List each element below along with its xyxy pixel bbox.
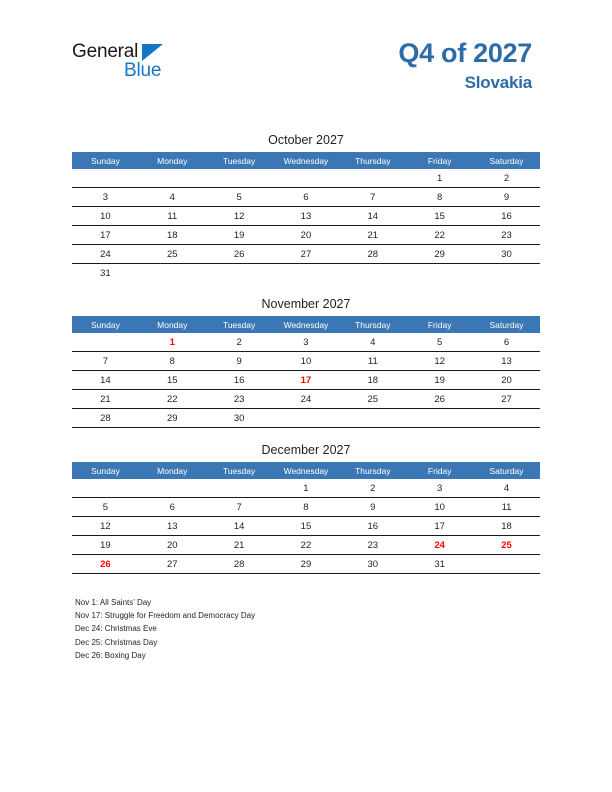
weekday-header-wednesday: Wednesday: [273, 462, 340, 479]
day-cell[interactable]: 31: [100, 267, 111, 279]
month-block: [72, 443, 540, 574]
weekday-header-monday: Monday: [139, 316, 206, 333]
day-cell[interactable]: 24: [273, 390, 340, 409]
day-cell[interactable]: 30: [339, 555, 406, 574]
day-cell[interactable]: 3: [273, 333, 340, 352]
weekday-header-tuesday: Tuesday: [206, 316, 273, 333]
day-cell[interactable]: 9: [473, 188, 540, 207]
day-cell-empty: [139, 479, 206, 498]
day-cell[interactable]: 2: [339, 479, 406, 498]
weekday-header-friday: Friday: [406, 152, 473, 169]
day-cell[interactable]: 13: [139, 517, 206, 536]
day-cell[interactable]: 18: [139, 226, 206, 245]
week-row: [72, 245, 540, 264]
week-row: [72, 371, 540, 390]
day-cell[interactable]: 27: [139, 555, 206, 574]
day-cell-holiday[interactable]: 25: [473, 536, 540, 555]
day-cell[interactable]: 29: [273, 555, 340, 574]
week-row: [72, 226, 540, 245]
weekday-header-thursday: Thursday: [339, 462, 406, 479]
day-cell[interactable]: 27: [273, 245, 340, 264]
weekday-header-tuesday: Tuesday: [206, 462, 273, 479]
day-cell[interactable]: 20: [139, 536, 206, 555]
day-cell[interactable]: 19: [206, 226, 273, 245]
month-table: [72, 462, 540, 574]
day-cell-holiday[interactable]: 24: [406, 536, 473, 555]
day-cell-empty: [473, 409, 540, 428]
day-cell[interactable]: 18: [339, 371, 406, 390]
day-cell[interactable]: 6: [139, 498, 206, 517]
weekday-header-saturday: Saturday: [473, 152, 540, 169]
day-cell[interactable]: 11: [139, 207, 206, 226]
holiday-legend: [75, 596, 475, 662]
month-table: [72, 316, 540, 428]
day-cell[interactable]: 19: [72, 536, 139, 555]
day-cell-empty: [72, 479, 139, 498]
day-cell[interactable]: 7: [206, 498, 273, 517]
day-cell[interactable]: 16: [473, 207, 540, 226]
day-cell[interactable]: 23: [206, 390, 273, 409]
day-cell[interactable]: 5: [72, 498, 139, 517]
day-cell[interactable]: 12: [206, 207, 273, 226]
day-cell[interactable]: 9: [339, 498, 406, 517]
day-cell[interactable]: 4: [339, 333, 406, 352]
day-cell[interactable]: 8: [406, 188, 473, 207]
day-cell[interactable]: 4: [139, 188, 206, 207]
day-cell-holiday[interactable]: 26: [72, 555, 139, 574]
weekday-header-monday: Monday: [139, 462, 206, 479]
weekday-header-wednesday: Wednesday: [273, 152, 340, 169]
month-title: December 2027: [261, 443, 351, 457]
week-row: [72, 207, 540, 226]
day-cell[interactable]: 7: [72, 352, 139, 371]
triangle-icon: [142, 44, 163, 61]
legend-item: Nov 17: Struggle for Freedom and Democracy Day: [75, 611, 256, 621]
day-cell[interactable]: 9: [206, 352, 273, 371]
day-cell-empty: [206, 264, 273, 283]
day-cell-empty: [406, 409, 473, 428]
week-row: [72, 409, 540, 428]
day-cell[interactable]: 30: [206, 409, 273, 428]
day-cell[interactable]: 1: [273, 479, 340, 498]
month-block: [72, 297, 540, 428]
day-cell[interactable]: 22: [273, 536, 340, 555]
day-cell-empty: [206, 169, 273, 188]
weekday-header-thursday: Thursday: [339, 316, 406, 333]
weekday-header-sunday: Sunday: [72, 462, 139, 479]
day-cell[interactable]: 19: [406, 371, 473, 390]
day-cell-empty: [339, 409, 406, 428]
logo-text-blue: Blue: [124, 60, 162, 81]
week-row: [72, 264, 540, 283]
day-cell[interactable]: 15: [139, 371, 206, 390]
week-row: [72, 333, 540, 352]
weekday-header-row: [72, 316, 540, 333]
generalblue-logo[interactable]: [72, 42, 202, 88]
day-cell[interactable]: 6: [273, 188, 340, 207]
day-cell[interactable]: 8: [139, 352, 206, 371]
week-row: [72, 390, 540, 409]
day-cell[interactable]: 14: [72, 371, 139, 390]
day-cell[interactable]: 1: [406, 169, 473, 188]
day-cell-empty: [473, 264, 540, 283]
day-cell[interactable]: 5: [406, 333, 473, 352]
day-cell[interactable]: 12: [72, 517, 139, 536]
day-cell[interactable]: 25: [339, 390, 406, 409]
day-cell-empty: [473, 555, 540, 574]
week-row: [72, 555, 540, 574]
logo-text-general: General: [72, 41, 139, 62]
calendar-months: [72, 133, 540, 589]
month-title: October 2027: [268, 133, 344, 147]
day-cell[interactable]: 15: [406, 207, 473, 226]
weekday-header-friday: Friday: [406, 316, 473, 333]
day-cell-empty: [273, 169, 340, 188]
day-cell[interactable]: 3: [406, 479, 473, 498]
day-cell[interactable]: 11: [473, 498, 540, 517]
weekday-header-row: [72, 152, 540, 169]
day-cell-empty: [273, 264, 340, 283]
country-subtitle: Slovakia: [464, 73, 532, 93]
title-block: [398, 38, 532, 93]
weekday-header-thursday: Thursday: [339, 152, 406, 169]
week-row: [72, 352, 540, 371]
day-cell-empty: [206, 479, 273, 498]
week-row: [72, 517, 540, 536]
day-cell[interactable]: 4: [473, 479, 540, 498]
day-cell[interactable]: 30: [473, 245, 540, 264]
day-cell[interactable]: 8: [273, 498, 340, 517]
month-title: November 2027: [261, 297, 351, 311]
week-row: [72, 498, 540, 517]
day-cell[interactable]: 12: [406, 352, 473, 371]
day-cell[interactable]: 17: [72, 226, 139, 245]
day-cell-empty: [72, 333, 139, 352]
week-row: [72, 536, 540, 555]
day-cell[interactable]: 26: [406, 390, 473, 409]
day-cell[interactable]: 17: [406, 517, 473, 536]
day-cell[interactable]: 18: [473, 517, 540, 536]
day-cell-empty: [406, 264, 473, 283]
page-title: Q4 of 2027: [398, 38, 532, 68]
day-cell[interactable]: 7: [339, 188, 406, 207]
month-block: [72, 133, 540, 282]
day-cell[interactable]: 10: [406, 498, 473, 517]
day-cell-empty: [273, 409, 340, 428]
weekday-header-saturday: Saturday: [473, 316, 540, 333]
week-row: [72, 169, 540, 188]
day-cell[interactable]: 21: [339, 226, 406, 245]
day-cell[interactable]: 11: [339, 352, 406, 371]
day-cell[interactable]: 10: [273, 352, 340, 371]
day-cell-empty: [139, 264, 206, 283]
day-cell-empty: [339, 264, 406, 283]
day-cell[interactable]: 6: [473, 333, 540, 352]
weekday-header-monday: Monday: [139, 152, 206, 169]
legend-item: Dec 26: Boxing Day: [75, 650, 146, 660]
day-cell[interactable]: 21: [72, 390, 139, 409]
day-cell[interactable]: 20: [273, 226, 340, 245]
day-cell[interactable]: 13: [273, 207, 340, 226]
day-cell[interactable]: 22: [139, 390, 206, 409]
day-cell[interactable]: 23: [473, 226, 540, 245]
day-cell[interactable]: 25: [139, 245, 206, 264]
day-cell-holiday[interactable]: 1: [139, 333, 206, 352]
day-cell[interactable]: 22: [406, 226, 473, 245]
weekday-header-wednesday: Wednesday: [273, 316, 340, 333]
weekday-header-sunday: Sunday: [72, 316, 139, 333]
day-cell[interactable]: 24: [72, 245, 139, 264]
day-cell-empty: [339, 169, 406, 188]
day-cell[interactable]: 20: [473, 371, 540, 390]
day-cell[interactable]: 31: [406, 555, 473, 574]
week-row: [72, 188, 540, 207]
legend-item: Dec 25: Christmas Day: [75, 637, 158, 647]
weekday-header-friday: Friday: [406, 462, 473, 479]
day-cell[interactable]: 21: [206, 536, 273, 555]
day-cell[interactable]: 5: [206, 188, 273, 207]
legend-item: Dec 24: Christmas Eve: [75, 624, 157, 634]
day-cell[interactable]: 26: [206, 245, 273, 264]
day-cell[interactable]: 23: [339, 536, 406, 555]
day-cell[interactable]: 28: [206, 555, 273, 574]
month-table: [72, 152, 540, 282]
day-cell[interactable]: 14: [339, 207, 406, 226]
day-cell[interactable]: 29: [406, 245, 473, 264]
day-cell[interactable]: 15: [273, 517, 340, 536]
day-cell[interactable]: 2: [473, 169, 540, 188]
weekday-header-tuesday: Tuesday: [206, 152, 273, 169]
day-cell[interactable]: 27: [473, 390, 540, 409]
day-cell[interactable]: 28: [339, 245, 406, 264]
day-cell[interactable]: 16: [206, 371, 273, 390]
legend-item: Nov 1: All Saints’ Day: [75, 598, 152, 607]
day-cell[interactable]: 14: [206, 517, 273, 536]
day-cell-empty: [72, 169, 139, 188]
day-cell[interactable]: 29: [139, 409, 206, 428]
day-cell[interactable]: 3: [72, 188, 139, 207]
weekday-header-saturday: Saturday: [473, 462, 540, 479]
weekday-header-row: [72, 462, 540, 479]
day-cell[interactable]: 16: [339, 517, 406, 536]
week-row: [72, 479, 540, 498]
day-cell[interactable]: 2: [206, 333, 273, 352]
page-header: [0, 0, 612, 110]
weekday-header-sunday: Sunday: [72, 152, 139, 169]
day-cell-empty: [139, 169, 206, 188]
day-cell-holiday[interactable]: 17: [273, 371, 340, 390]
day-cell[interactable]: 10: [72, 207, 139, 226]
day-cell[interactable]: 13: [473, 352, 540, 371]
day-cell[interactable]: 28: [72, 409, 139, 428]
